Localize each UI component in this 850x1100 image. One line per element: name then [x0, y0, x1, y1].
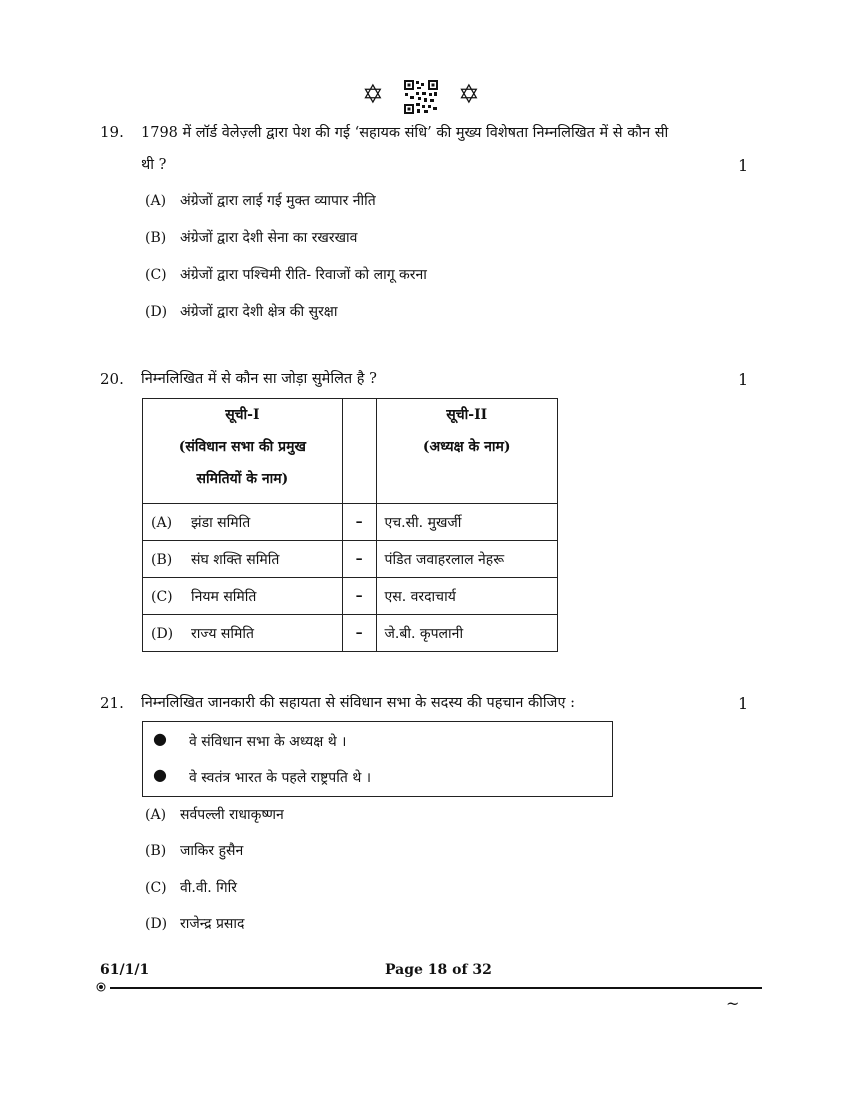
question-text: 1798 में लॉर्ड वेलेज़्ली द्वारा पेश की गई ‘सहायक संधि’ की मुख्य विशेषता निम्नलिखित में से कौन सी — [141, 125, 669, 141]
dash: – — [342, 578, 376, 615]
chair-name: एच.सी. मुखर्जी — [376, 504, 558, 541]
clue-box — [142, 721, 613, 797]
list-2-header — [376, 399, 558, 504]
bullet-icon: ● — [153, 765, 167, 784]
row-label: (C) — [151, 588, 173, 605]
committee-name: झंडा समिति — [191, 514, 251, 531]
separator-header — [342, 399, 376, 504]
option-text: राजेन्द्र प्रसाद — [180, 916, 245, 932]
list-1-header — [143, 399, 343, 504]
option — [145, 878, 237, 897]
option-text: सर्वपल्ली राधाकृष्णन — [180, 807, 284, 823]
paper-code: 61/1/1 — [100, 962, 150, 978]
option-label: (D) — [145, 916, 168, 932]
list-1-subtitle: (संविधान सभा की प्रमुख — [178, 439, 306, 455]
clue-text: वे स्वतंत्र भारत के पहले राष्ट्रपति थे । — [189, 770, 372, 786]
question-text: थी ? — [141, 157, 167, 173]
chair-name: पंडित जवाहरलाल नेहरू — [376, 541, 558, 578]
list-2-title: सूची-II — [446, 407, 488, 423]
option-text: अंग्रेजों द्वारा देशी क्षेत्र की सुरक्षा — [180, 304, 338, 320]
option-text: अंग्रेजों द्वारा देशी सेना का रखरखाव — [180, 230, 358, 246]
list-1-title: सूची-I — [225, 407, 260, 423]
dash: – — [342, 504, 376, 541]
marks: 1 — [738, 370, 749, 389]
option-label: (A) — [145, 193, 167, 209]
dash: – — [342, 615, 376, 652]
committee-name: नियम समिति — [191, 588, 257, 605]
option — [145, 805, 284, 824]
option-text: अंग्रेजों द्वारा पश्चिमी रीति- रिवाजों को लागू करना — [180, 267, 427, 283]
table-row — [143, 541, 558, 578]
list-2-subtitle: (अध्यक्ष के नाम) — [422, 439, 511, 455]
option-label: (B) — [145, 230, 167, 246]
question-number: 19. — [100, 123, 124, 141]
row-label: (D) — [151, 625, 174, 642]
option-text: अंग्रेजों द्वारा लाई गई मुक्त व्यापार नीति — [180, 193, 376, 209]
option-label: (A) — [145, 807, 167, 823]
match-table — [142, 398, 558, 652]
star-of-david-icon: ✡ — [458, 80, 480, 110]
question-number: 20. — [100, 370, 124, 388]
option — [145, 228, 357, 247]
table-row — [143, 578, 558, 615]
list-1-subtitle: समितियों के नाम) — [196, 471, 289, 487]
row-label: (B) — [151, 551, 173, 568]
chair-name: एस. वरदाचार्य — [376, 578, 558, 615]
option — [145, 191, 376, 210]
option-label: (B) — [145, 843, 167, 859]
option-label: (C) — [145, 267, 167, 283]
committee-name: संघ शक्ति समिति — [191, 551, 280, 568]
question-number: 21. — [100, 694, 124, 712]
question-text: निम्नलिखित जानकारी की सहायता से संविधान सभा के सदस्य की पहचान कीजिए : — [141, 695, 575, 711]
table-row — [143, 504, 558, 541]
table-row — [143, 615, 558, 652]
question-text: निम्नलिखित में से कौन सा जोड़ा सुमेलित है ? — [141, 371, 377, 387]
star-of-david-icon: ✡ — [362, 80, 384, 110]
clue-text: वे संविधान सभा के अध्यक्ष थे । — [189, 734, 347, 750]
page-number: Page 18 of 32 — [385, 962, 492, 978]
option-text: वी.वी. गिरि — [180, 880, 238, 896]
option — [145, 265, 427, 284]
option — [145, 914, 244, 933]
footer-rule — [110, 987, 762, 989]
marks: 1 — [738, 156, 749, 175]
option-label: (C) — [145, 880, 167, 896]
qr-code-icon — [404, 80, 438, 114]
row-label: (A) — [151, 514, 173, 531]
bullet-icon: ● — [153, 729, 167, 748]
chair-name: जे.बी. कृपलानी — [376, 615, 558, 652]
option — [145, 302, 337, 321]
option — [145, 841, 243, 860]
option-text: जाकिर हुसैन — [180, 843, 244, 859]
committee-name: राज्य समिति — [191, 625, 254, 642]
marks: 1 — [738, 694, 749, 713]
option-label: (D) — [145, 304, 168, 320]
dash: – — [342, 541, 376, 578]
ornament-icon — [96, 982, 106, 992]
tilde-mark: ~ — [726, 994, 740, 1013]
